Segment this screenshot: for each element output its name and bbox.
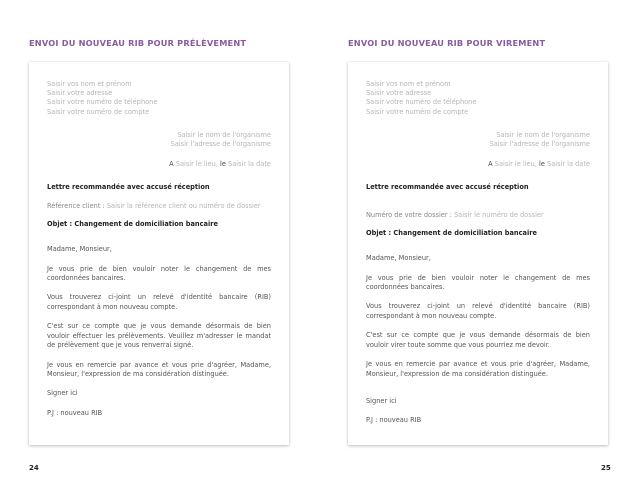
- paragraph: C'est sur ce compte que je vous demande désormais de bien vouloir effectuer les prélèvements. Veuillez m'adresser le mandat de prélèvement que je vous renverrai signé.: [47, 322, 271, 350]
- paragraph: C'est sur ce compte que je vous demande désormais de bien vouloir virer toute somme que vous pourriez me devoir.: [366, 331, 590, 349]
- date-field[interactable]: Saisir la date: [547, 159, 590, 168]
- reference-field[interactable]: Saisir la référence client ou numéro de dossier: [106, 202, 261, 211]
- signature-field[interactable]: Signer ici: [47, 389, 78, 398]
- sender-phone-field[interactable]: Saisir votre numéro de téléphone: [366, 98, 477, 107]
- attachment-line: P.J : nouveau RIB: [47, 408, 103, 417]
- reference-line: Numéro de votre dossier : Saisir le numéro de dossier: [366, 211, 544, 220]
- letter-card: [348, 62, 608, 445]
- recipient-address-field[interactable]: Saisir l'adresse de l'organisme: [170, 140, 271, 149]
- sender-account-field[interactable]: Saisir votre numéro de compte: [47, 107, 150, 116]
- sender-block: [47, 80, 271, 117]
- paragraph: Je vous prie de bien vouloir noter le changement de mes coordonnées bancaires.: [47, 264, 271, 283]
- sender-address-field[interactable]: Saisir votre adresse: [366, 89, 432, 98]
- page-right: [319, 0, 638, 494]
- letter-card: [29, 62, 289, 445]
- paragraph: Vous trouverez ci-joint un relevé d'identité bancaire (RIB) correspondant à mon nouveau compte.: [47, 293, 271, 311]
- sender-account-field[interactable]: Saisir votre numéro de compte: [366, 107, 469, 116]
- paragraph: Je vous en remercie par avance et vous prie d'agréer, Madame, Monsieur, l'expression de ma considération distinguée.: [366, 360, 590, 378]
- sender-block: [366, 80, 590, 117]
- date-field[interactable]: Saisir la date: [228, 159, 271, 168]
- recipient-block: [366, 131, 590, 150]
- sender-name-field[interactable]: Saisir vos nom et prénom: [47, 80, 132, 88]
- recipient-name-field[interactable]: Saisir le nom de l'organisme: [496, 130, 590, 139]
- paragraph: Je vous prie de bien vouloir noter le changement de mes coordonnées bancaires.: [366, 273, 590, 292]
- sender-name-field[interactable]: Saisir vos nom et prénom: [366, 80, 451, 88]
- salutation: Madame, Monsieur,: [47, 245, 112, 254]
- sender-address-field[interactable]: Saisir votre adresse: [47, 89, 113, 98]
- place-field[interactable]: Saisir le lieu,: [175, 159, 218, 168]
- registered-mail-label: Lettre recommandée avec accusé réception: [47, 183, 210, 192]
- recipient-name-field[interactable]: Saisir le nom de l'organisme: [177, 130, 271, 139]
- paragraph: Vous trouverez ci-joint un relevé d'identité bancaire (RIB) correspondant à mon nouveau compte.: [366, 302, 590, 320]
- paragraph: Je vous en remercie par avance et vous prie d'agréer, Madame, Monsieur, l'expression de ma considération distinguée.: [47, 360, 271, 378]
- place-field[interactable]: Saisir le lieu,: [494, 159, 537, 168]
- subject-line: Objet : Changement de domiciliation bancaire: [47, 219, 218, 228]
- page-heading: ENVOI DU NOUVEAU RIB POUR VIREMENT: [348, 38, 546, 48]
- recipient-block: [47, 131, 271, 150]
- attachment-line: P.J : nouveau RIB: [366, 416, 422, 425]
- salutation: Madame, Monsieur,: [366, 254, 431, 263]
- page-number: 24: [29, 464, 39, 472]
- reference-line: Référence client : Saisir la référence client ou numéro de dossier: [47, 202, 261, 211]
- signature-field[interactable]: Signer ici: [366, 396, 397, 405]
- recipient-address-field[interactable]: Saisir l'adresse de l'organisme: [489, 140, 590, 149]
- date-line: A Saisir le lieu, le Saisir la date: [169, 159, 271, 168]
- dossier-number-field[interactable]: Saisir le numéro de dossier: [453, 211, 544, 220]
- registered-mail-label: Lettre recommandée avec accusé réception: [366, 183, 529, 192]
- date-line: A Saisir le lieu, le Saisir la date: [488, 159, 590, 168]
- page-number: 25: [601, 464, 611, 472]
- sender-phone-field[interactable]: Saisir votre numéro de téléphone: [47, 98, 158, 107]
- subject-line: Objet : Changement de domiciliation bancaire: [366, 228, 537, 237]
- page-heading: ENVOI DU NOUVEAU RIB POUR PRÉLÈVEMENT: [29, 38, 247, 48]
